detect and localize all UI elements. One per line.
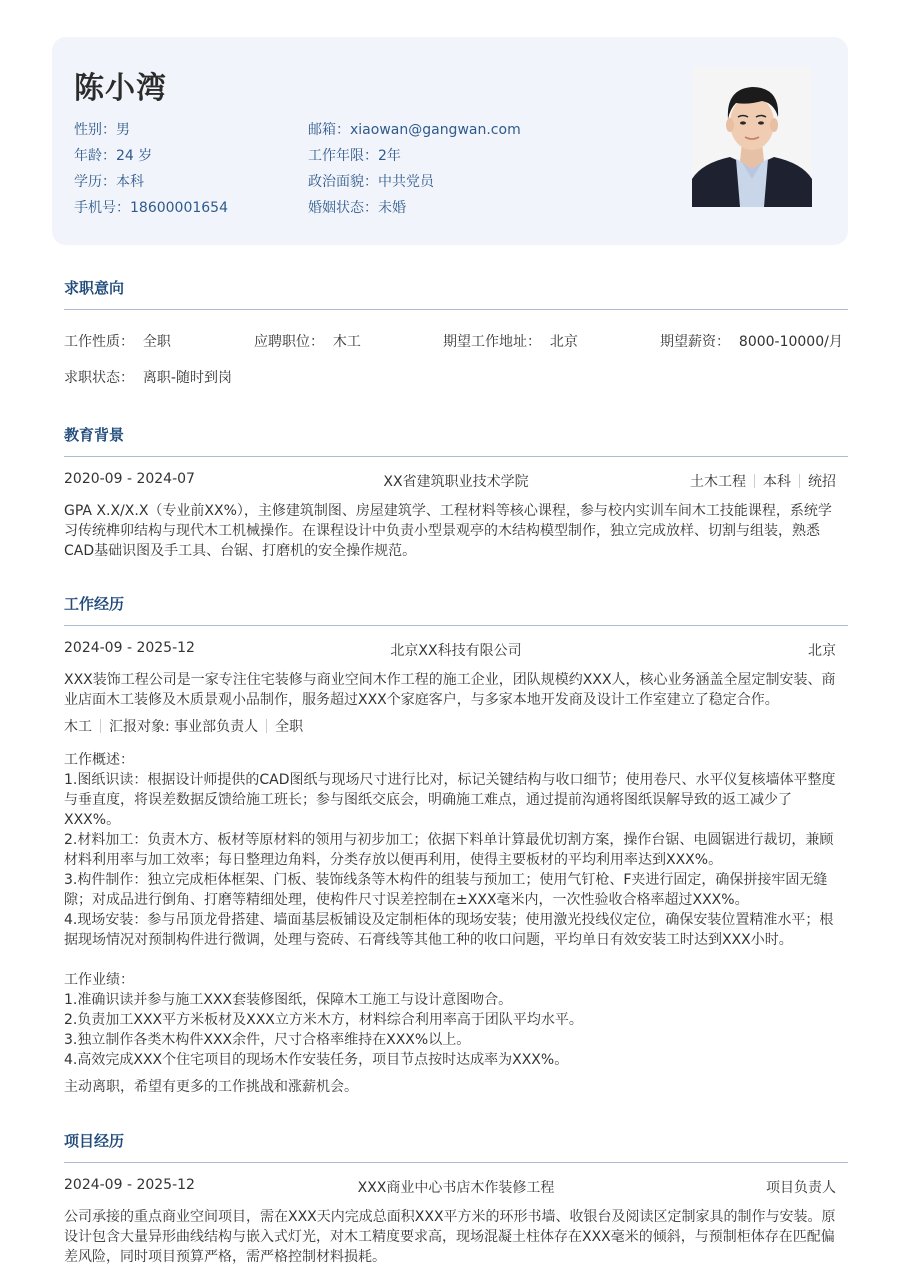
- work-header-row: [64, 640, 848, 662]
- overview-title: 工作概述：: [64, 752, 134, 768]
- section-divider: [64, 309, 848, 310]
- profile-photo: [692, 67, 812, 207]
- achievement-title: 工作业绩：: [64, 972, 134, 988]
- education-date: 2020-09 - 2024-07: [64, 471, 195, 487]
- achievement-item: 3.独立制作各类木构件XXX余件，尺寸合格率维持在XXX%以上。: [64, 1032, 471, 1048]
- job-intent-title: 求职意向: [64, 279, 125, 297]
- basic-info-left: [74, 119, 228, 223]
- job-status: 求职状态： 离职-随时到岗: [64, 370, 232, 386]
- education-title: 教育背景: [64, 426, 125, 444]
- gender-row: 性别：男: [74, 122, 130, 138]
- portrait-icon: [692, 67, 812, 207]
- project-section: [64, 1130, 848, 1267]
- intent-row-1: [64, 331, 848, 353]
- achievement-item: 1.准确识读并参与施工XXX套装修图纸，保障木工施工与设计意图吻合。: [64, 992, 513, 1008]
- age-row: 年龄：24 岁: [74, 148, 153, 164]
- applied-position: 应聘职位： 木工: [254, 334, 361, 350]
- expected-salary: 期望薪资： 8000-10000/月: [660, 334, 843, 350]
- email-row: 邮箱：xiaowan@gangwan.com: [308, 122, 521, 138]
- project-role: 项目负责人: [766, 1180, 836, 1196]
- work-years-row: 工作年限：2年: [308, 148, 401, 164]
- job-intent-section: [64, 277, 848, 389]
- tag-report-to: 汇报对象: 事业部负责人: [109, 719, 259, 735]
- section-divider: [64, 1162, 848, 1163]
- education-meta: [690, 471, 836, 491]
- overview-item: 2.材料加工：负责木方、板材等原材料的领用与初步加工；依据下料单计算最优切割方案，操作台锯、电圆锯进行裁切，兼顾材料利用率与加工效率；每日整理边角料，分类存放以便再利用，使得主要板材的平均利用率达到XXX%。: [64, 832, 834, 868]
- expected-location: 期望工作地址： 北京: [443, 334, 578, 350]
- achievement-item: 4.高效完成XXX个住宅项目的现场木作安装任务，项目节点按时达成率为XXX%。: [64, 1052, 569, 1068]
- section-divider: [64, 625, 848, 626]
- work-date: 2024-09 - 2025-12: [64, 640, 195, 656]
- project-date: 2024-09 - 2025-12: [64, 1177, 195, 1193]
- work-tags: [64, 716, 839, 738]
- project-title: 项目经历: [64, 1132, 125, 1150]
- education-level-row: 学历：本科: [74, 174, 144, 190]
- enroll-type: 统招: [808, 474, 836, 490]
- overview-item: 4.现场安装：参与吊顶龙骨搭建、墙面基层板铺设及定制柜体的现场安装；使用激光投线仪定位，确保安装位置精准水平；根据现场情况对预制构件进行微调，处理与瓷砖、石膏线等其他工种的收口问题，平均单日有效安装工时达到XXX小时。: [64, 912, 834, 948]
- profile-card: [52, 37, 848, 245]
- project-name: XXX商业中心书店木作装修工程: [357, 1180, 555, 1196]
- leave-reason: 主动离职，希望有更多的工作挑战和涨薪机会。: [64, 1079, 358, 1095]
- education-description: GPA X.X/X.X（专业前XX%），主修建筑制图、房屋建筑学、工程材料等核心课程，参与校内实训车间木工技能课程，系统学习传统榫卯结构与现代木工机械操作。在课程设计中负责小型景观亭的木结构模型制作，独立完成放样、切割与组装，熟悉CAD基础识图及手工具、台锯、打磨机的安全操作规范。: [64, 503, 832, 559]
- achievement-item: 2.负责加工XXX平方米板材及XXX立方米木方，材料综合利用率高于团队平均水平。: [64, 1012, 583, 1028]
- work-type: 工作性质： 全职: [64, 334, 171, 350]
- company-name: 北京XX科技有限公司: [390, 643, 522, 659]
- project-description: 公司承接的重点商业空间项目，需在XXX天内完成总面积XXX平方米的环形书墙、收银台及阅读区定制家具的制作与安装。原设计包含大量异形曲线结构与嵌入式灯光，对木工精度要求高，现场混凝土柱体存在XXX毫米的倾斜，与预制柜体存在匹配偏差风险，同时项目预算严格，需严格控制材料损耗。: [64, 1209, 836, 1265]
- marital-status-row: 婚姻状态：未婚: [308, 200, 406, 216]
- major: 土木工程: [690, 474, 746, 490]
- work-title: 工作经历: [64, 595, 125, 613]
- education-section: [64, 424, 848, 561]
- overview-item: 3.构件制作：独立完成柜体框架、门板、装饰线条等木构件的组装与预加工；使用气钉枪、F夹进行固定，确保拼接牢固无缝隙；对成品进行倒角、打磨等精细处理，使构件尺寸误差控制在±XXX毫米内，一次性验收合格率超过XXX%。: [64, 872, 828, 908]
- work-city: 北京: [808, 643, 836, 659]
- basic-info-right: [308, 119, 521, 223]
- intent-row-2: [64, 367, 848, 389]
- tag-role: 木工: [64, 719, 92, 735]
- company-description: XXX装饰工程公司是一家专注住宅装修与商业空间木作工程的施工企业，团队规模约XXX人，核心业务涵盖全屋定制安装、商业店面木工装修及木质景观小品制作，服务超过XXX个家庭客户，与多家本地开发商及设计工作室建立了稳定合作。: [64, 672, 836, 708]
- overview-item: 1.图纸识读：根据设计师提供的CAD图纸与现场尺寸进行比对，标记关键结构与收口细节；使用卷尺、水平仪复核墙体平整度与垂直度，将误差数据反馈给施工班长；参与图纸交底会，明确施工难点，通过提前沟通将图纸误解导致的返工减少了XXX%。: [64, 772, 836, 828]
- degree: 本科: [763, 474, 791, 490]
- tag-type: 全职: [275, 719, 304, 735]
- candidate-name: 陈小湾: [74, 71, 167, 106]
- section-divider: [64, 456, 848, 457]
- education-header-row: [64, 471, 848, 493]
- political-status-row: 政治面貌：中共党员: [308, 174, 434, 190]
- phone-row: 手机号：18600001654: [74, 200, 228, 216]
- project-header-row: [64, 1177, 848, 1199]
- work-section: [64, 593, 848, 1097]
- school-name: XX省建筑职业技术学院: [383, 474, 529, 490]
